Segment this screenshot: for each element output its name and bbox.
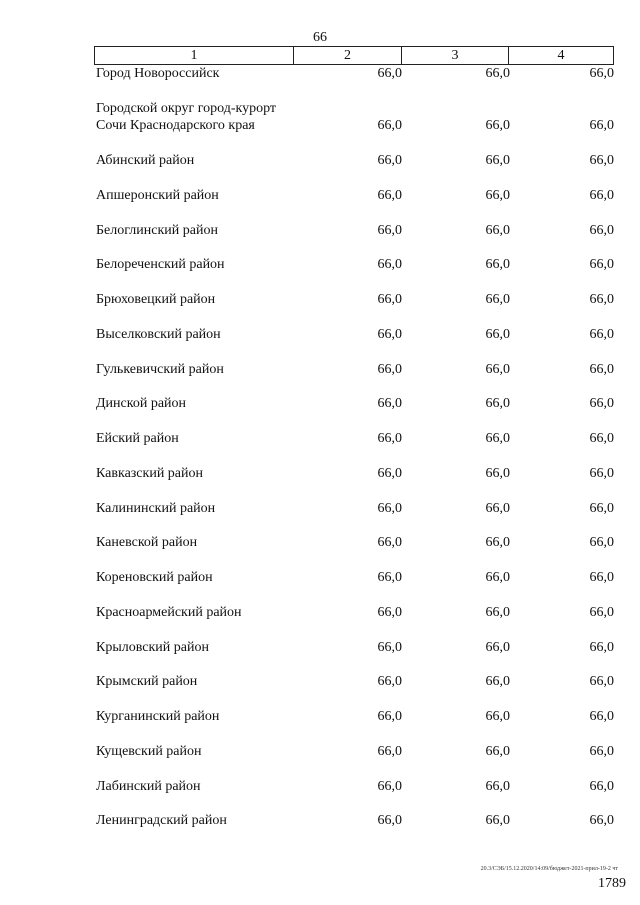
value-col-4: 66,0 (589, 674, 614, 690)
value-col-3: 66,0 (485, 743, 510, 759)
value-col-2: 66,0 (377, 778, 402, 794)
value-col-3: 66,0 (485, 813, 510, 829)
document-code: 20.3/СЭБ/15.12.2020/14:09/бюджет-2021-прил-19-2 чт (480, 866, 618, 872)
table-row (96, 497, 616, 517)
row-name-line1: Городской округ город-курорт (96, 101, 277, 116)
value-col-2: 66,0 (377, 431, 402, 446)
value-col-2: 66,0 (377, 465, 402, 481)
value-col-3: 66,0 (485, 535, 510, 551)
value-col-3: 66,0 (485, 500, 510, 516)
row-name: Крымский район (96, 674, 198, 690)
row-name: Кавказский район (96, 465, 204, 481)
value-col-3: 66,0 (485, 709, 510, 724)
value-col-4: 66,0 (589, 222, 614, 238)
table-row (96, 323, 616, 343)
value-col-2: 66,0 (377, 813, 402, 829)
header-col-2: 2 (294, 47, 402, 64)
value-col-4: 66,0 (589, 535, 614, 551)
value-col-4: 66,0 (589, 431, 614, 446)
row-name: Кореновский район (96, 570, 213, 585)
value-col-2: 66,0 (377, 674, 402, 690)
table-row (96, 62, 616, 82)
table-row (96, 775, 616, 795)
value-col-3: 66,0 (485, 396, 510, 412)
value-col-4: 66,0 (589, 500, 614, 516)
table-row (96, 427, 616, 447)
value-col-3: 66,0 (485, 257, 510, 273)
row-name: Ейский район (96, 431, 179, 446)
value-col-4: 66,0 (589, 813, 614, 829)
row-name-line2: Сочи Краснодарского края (96, 118, 255, 133)
row-name: Выселковский район (96, 326, 221, 342)
value-col-4: 66,0 (589, 639, 614, 655)
value-col-3: 66,0 (485, 222, 510, 238)
value-col-4: 66,0 (589, 743, 614, 759)
value-col-3: 66,0 (485, 118, 510, 133)
row-name: Гулькевичский район (96, 361, 224, 377)
table-row (96, 566, 616, 586)
value-col-4: 66,0 (589, 396, 614, 412)
table-row (96, 809, 616, 829)
value-col-2: 66,0 (377, 222, 402, 238)
row-name: Ленинградский район (96, 813, 227, 829)
row-name: Калининский район (96, 500, 216, 516)
value-col-3: 66,0 (485, 153, 510, 168)
sheet-number: 1789 (598, 876, 626, 891)
value-col-4: 66,0 (589, 465, 614, 481)
table-row (96, 288, 616, 308)
value-col-4: 66,0 (589, 118, 614, 133)
value-col-4: 66,0 (589, 153, 614, 168)
table-row (96, 184, 616, 204)
value-col-3: 66,0 (485, 361, 510, 377)
value-col-4: 66,0 (589, 292, 614, 307)
table-row (96, 531, 616, 551)
table-row (96, 462, 616, 482)
header-col-3: 3 (402, 47, 509, 64)
table-row (96, 94, 616, 134)
value-col-4: 66,0 (589, 361, 614, 377)
page-number: 66 (313, 30, 327, 45)
row-name: Лабинский район (96, 778, 201, 794)
value-col-2: 66,0 (377, 118, 402, 133)
value-col-4: 66,0 (589, 187, 614, 203)
value-col-3: 66,0 (485, 465, 510, 481)
table-row (96, 392, 616, 412)
table-row (96, 705, 616, 725)
table-row (96, 601, 616, 621)
header-col-1: 1 (95, 47, 294, 64)
row-name: Каневской район (96, 535, 198, 551)
value-col-3: 66,0 (485, 674, 510, 690)
value-col-2: 66,0 (377, 535, 402, 551)
row-name: Апшеронский район (96, 187, 219, 203)
row-name: Динской район (96, 396, 187, 412)
value-col-4: 66,0 (589, 66, 614, 81)
value-col-3: 66,0 (485, 431, 510, 446)
table-row (96, 219, 616, 239)
table-row (96, 636, 616, 656)
value-col-3: 66,0 (485, 639, 510, 655)
value-col-2: 66,0 (377, 570, 402, 585)
value-col-2: 66,0 (377, 326, 402, 342)
row-name: Абинский район (96, 153, 195, 168)
row-name: Крыловский район (96, 639, 209, 655)
value-col-2: 66,0 (377, 709, 402, 724)
value-col-2: 66,0 (377, 500, 402, 516)
value-col-2: 66,0 (377, 153, 402, 168)
value-col-2: 66,0 (377, 257, 402, 273)
row-name (96, 100, 276, 134)
value-col-2: 66,0 (377, 187, 402, 203)
value-col-4: 66,0 (589, 604, 614, 620)
table-row (96, 253, 616, 273)
value-col-3: 66,0 (485, 570, 510, 585)
value-col-2: 66,0 (377, 396, 402, 412)
table-row (96, 670, 616, 690)
table-row (96, 740, 616, 760)
value-col-3: 66,0 (485, 292, 510, 307)
header-col-4: 4 (557, 48, 565, 63)
row-name: Кущевский район (96, 743, 202, 759)
value-col-2: 66,0 (377, 639, 402, 655)
value-col-3: 66,0 (485, 778, 510, 794)
value-col-3: 66,0 (485, 326, 510, 342)
value-col-3: 66,0 (485, 604, 510, 620)
value-col-3: 66,0 (485, 66, 510, 81)
value-col-4: 66,0 (589, 570, 614, 585)
table-row (96, 358, 616, 378)
value-col-2: 66,0 (377, 743, 402, 759)
row-name: Белоглинский район (96, 222, 218, 238)
row-name: Город Новороссийск (96, 66, 220, 81)
row-name: Брюховецкий район (96, 292, 216, 307)
value-col-2: 66,0 (377, 604, 402, 620)
row-name: Красноармейский район (96, 604, 242, 620)
value-col-2: 66,0 (377, 361, 402, 377)
value-col-4: 66,0 (589, 778, 614, 794)
value-col-2: 66,0 (377, 292, 402, 307)
value-col-2: 66,0 (377, 66, 402, 81)
value-col-4: 66,0 (589, 326, 614, 342)
row-name: Белореченский район (96, 257, 225, 273)
row-name: Курганинский район (96, 709, 220, 724)
table-row (96, 149, 616, 169)
value-col-4: 66,0 (589, 257, 614, 273)
value-col-4: 66,0 (589, 709, 614, 724)
value-col-3: 66,0 (485, 187, 510, 203)
